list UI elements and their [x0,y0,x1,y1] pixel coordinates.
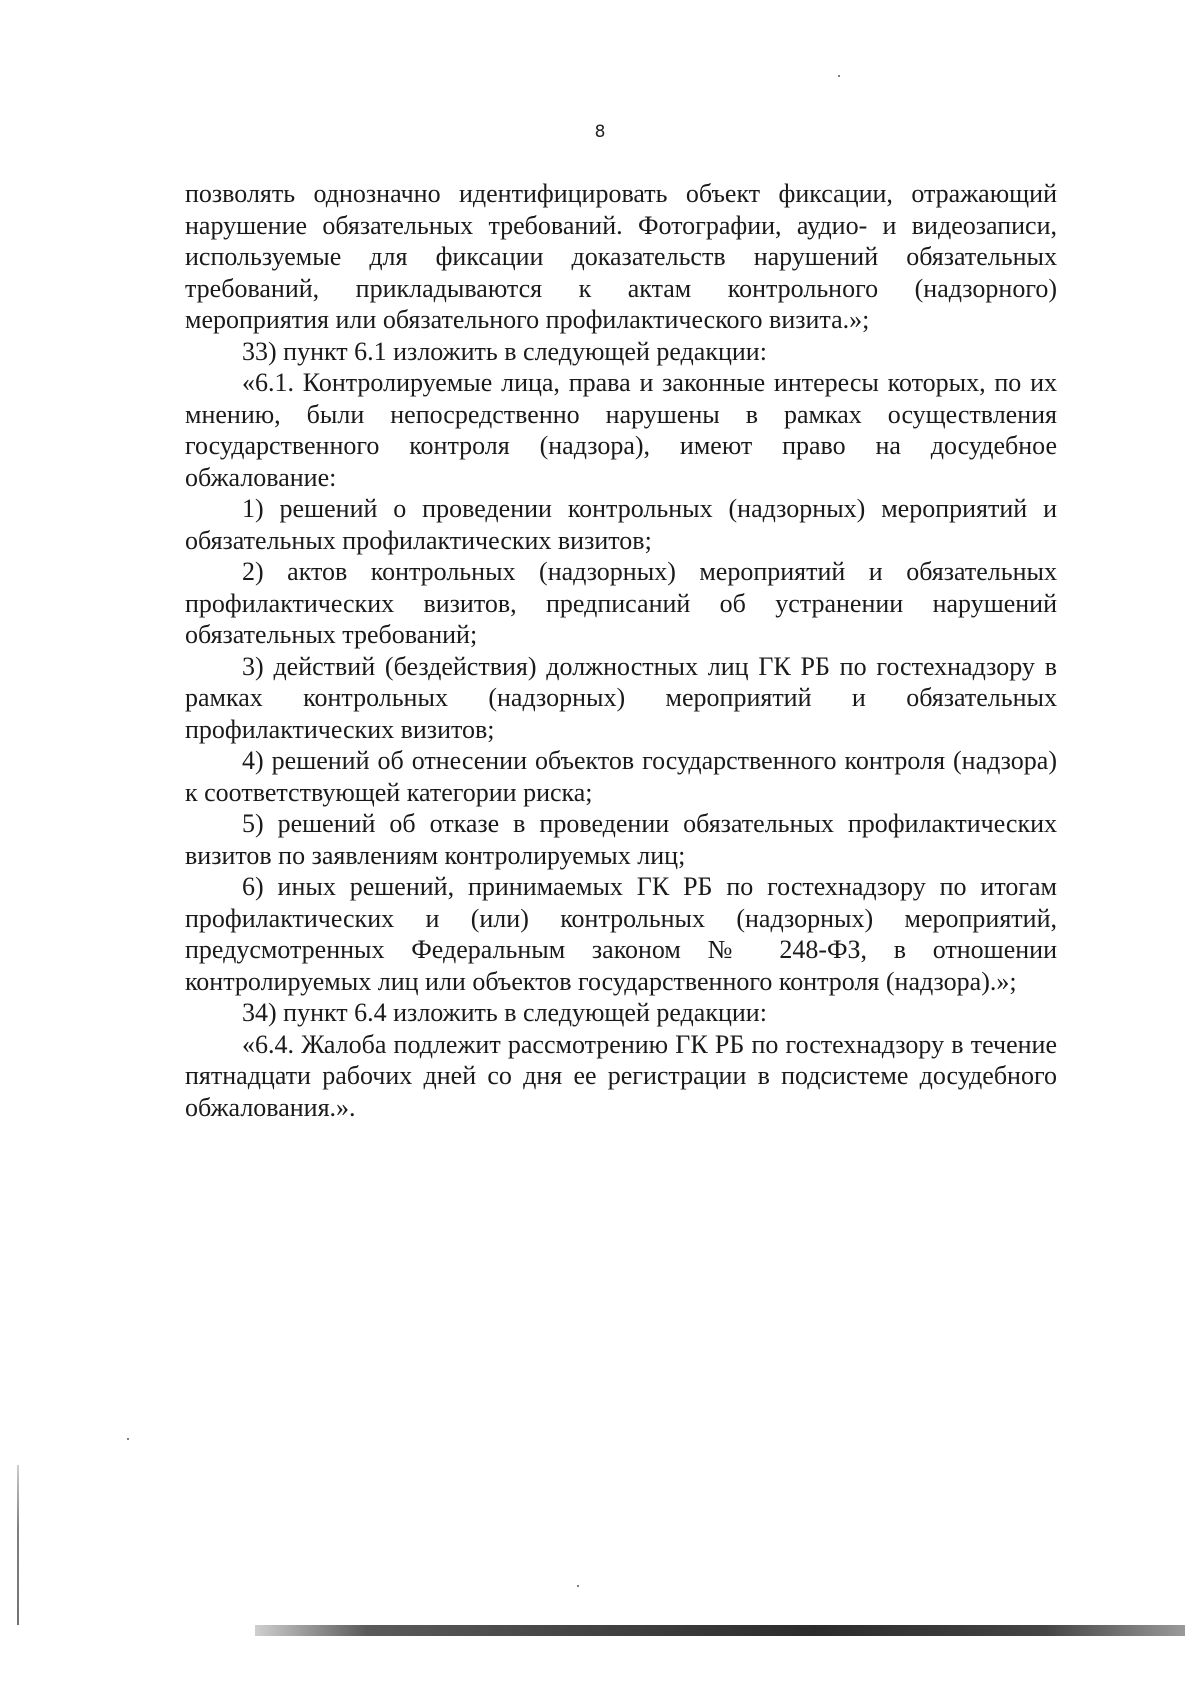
list-item-5: 5) решений об отказе в проведении обязательных профилактических визитов по заявлениям контролируемых лиц; [185,809,1057,870]
scan-speck [838,75,840,77]
list-item-3: 3) действий (бездействия) должностных лиц ГК РБ по гостехнадзору в рамках контрольных (надзорных) мероприятий и обязательных профилактических визитов; [185,651,1057,744]
page-number: 8 [594,122,606,142]
list-item-4: 4) решений об отнесении объектов государственного контроля (надзора) к соответствующей категории риска; [185,746,1057,807]
scan-speck [577,1585,579,1587]
paragraph-item-34: 34) пункт 6.4 изложить в следующей редакции: [242,998,767,1027]
scan-speck [127,1438,129,1440]
list-item-6: 6) иных решений, принимаемых ГК РБ по гостехнадзору по итогам профилактических и (или) контрольных (надзорных) мероприятий, предусмотренных Федеральным законом № 248-ФЗ, в отношении контролируемых лиц или объектов государственного контроля (надзора).»; [185,872,1057,996]
document-body [185,178,1057,1123]
list-item-1: 1) решений о проведении контрольных (надзорных) мероприятий и обязательных профилактических визитов; [185,494,1057,555]
paragraph-item-33: 33) пункт 6.1 изложить в следующей редакции: [242,336,767,366]
paragraph-continuation: позволять однозначно идентифицировать объект фиксации, отражающий нарушение обязательных требований. Фотографии, аудио- и видеозаписи, используемые для фиксации доказательств нарушений обязательных требований, прикладываются к актам контрольного (надзорного) мероприятия или обязательного профилактического визита.»; [185,179,1057,334]
scan-bottom-edge [255,1625,1185,1636]
scan-left-edge [17,1465,19,1625]
paragraph-clause-6-1: «6.1. Контролируемые лица, права и законные интересы которых, по их мнению, были непосредственно нарушены в рамках осуществления государственного контроля (надзора), имеют право на досудебное обжалование: [185,368,1057,492]
paragraph-clause-6-4: «6.4. Жалоба подлежит рассмотрению ГК РБ по гостехнадзору в течение пятнадцати рабочих дней со дня ее регистрации в подсистеме досудебного обжалования.». [185,1029,1057,1122]
list-item-2: 2) актов контрольных (надзорных) мероприятий и обязательных профилактических визитов, предписаний об устранении нарушений обязательных требований; [185,557,1057,649]
